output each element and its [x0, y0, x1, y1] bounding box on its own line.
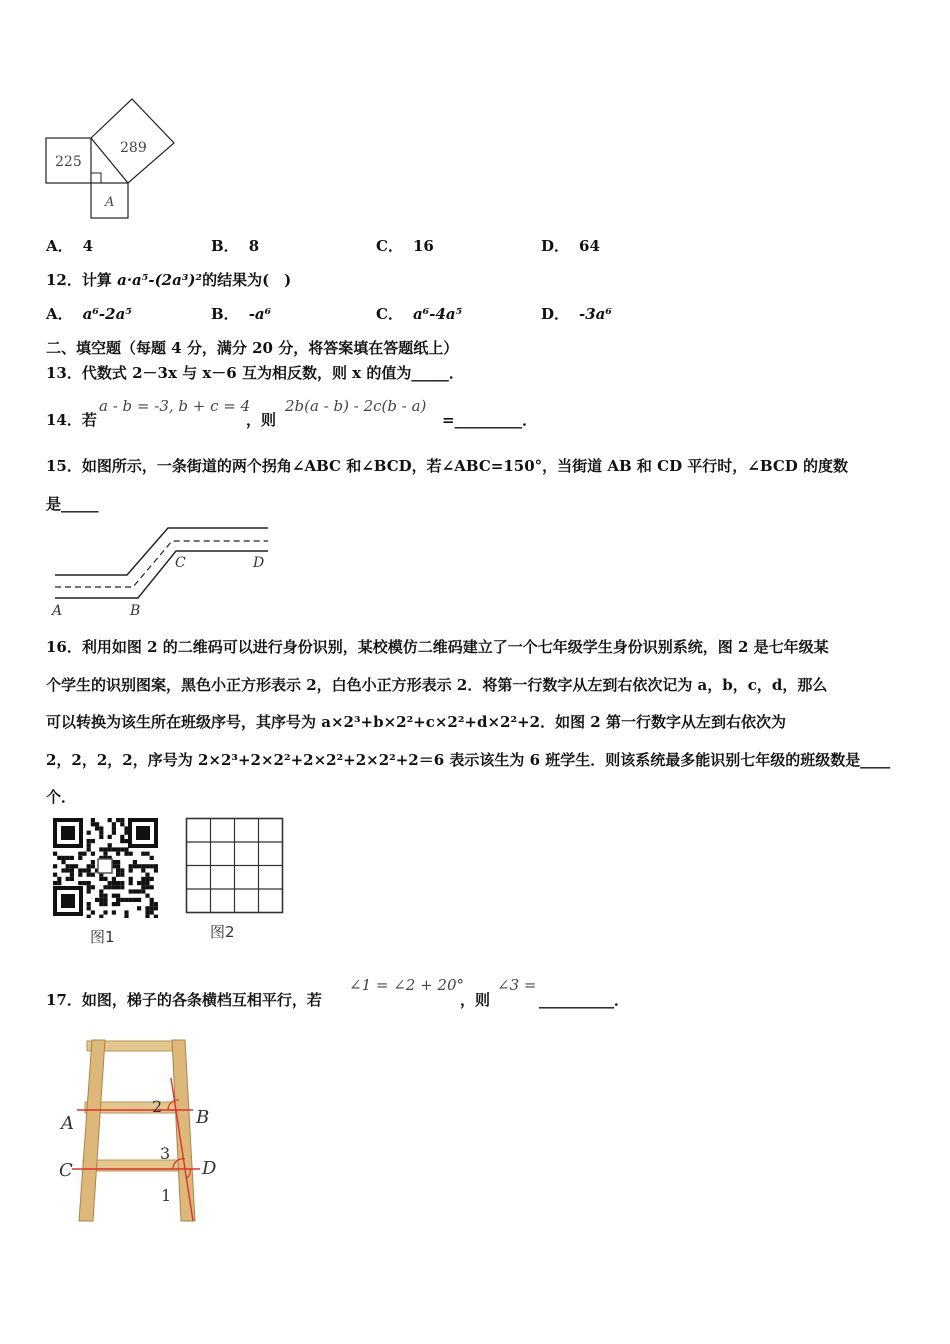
option-value: -3a⁶: [579, 305, 612, 323]
q17-expression: ∠3 =: [497, 976, 537, 994]
qr-module: [53, 881, 57, 885]
angle-label-1: 1: [161, 1186, 172, 1205]
qr-module: [129, 852, 133, 856]
qr-module: [141, 864, 145, 868]
qr-module: [116, 898, 120, 902]
qr-module: [99, 898, 103, 902]
qr-module: [145, 864, 149, 868]
option-value: -a⁶: [248, 305, 272, 323]
qr-module: [53, 864, 57, 868]
qr-module: [116, 881, 120, 885]
qr-module: [120, 881, 124, 885]
q16-line2: 个学生的识别图案，黑色小正方形表示 2，白色小正方形表示 2．将第一行数字从左到右依次记为 a，b，c，d，那么: [46, 676, 828, 694]
qr-module: [120, 822, 124, 826]
q17-condition: ∠1 = ∠2 + 20°: [349, 976, 465, 994]
qr-module: [70, 856, 74, 860]
qr-module: [145, 877, 149, 881]
q16-line1: 16．利用如图 2 的二维码可以进行身份识别，某校模仿二维码建立了一个七年级学生身份识别系统，图 2 是七年级某: [46, 638, 829, 656]
point-A: A: [61, 1113, 74, 1134]
option-value: a⁶-4a⁵: [412, 305, 463, 323]
qr-module: [120, 885, 124, 889]
qr-module: [91, 822, 95, 826]
qr-module: [87, 906, 91, 910]
qr-center-logo: [98, 859, 112, 873]
option-value: 16: [412, 237, 434, 255]
grid-figure-2: [185, 817, 285, 915]
qr-module: [66, 877, 70, 881]
qr-module: [145, 881, 149, 885]
q11-option-a[interactable]: [46, 236, 93, 256]
qr-module: [154, 868, 158, 872]
qr-module: [145, 852, 149, 856]
qr-module: [87, 873, 91, 877]
qr-module: [137, 906, 141, 910]
qr-module: [133, 889, 137, 893]
qr-module: [150, 906, 154, 910]
qr-module: [87, 868, 91, 872]
ladder-left-rail: [79, 1040, 105, 1221]
option-label: A．: [46, 305, 73, 323]
qr-module: [116, 818, 120, 822]
qr-module: [95, 822, 99, 826]
qr-module: [141, 889, 145, 893]
qr-module: [137, 864, 141, 868]
qr-module: [112, 902, 116, 906]
option-value: 8: [248, 237, 260, 255]
point-C: C: [175, 555, 186, 571]
qr-module: [78, 873, 82, 877]
qr-module: [120, 839, 124, 843]
qr-module: [145, 910, 149, 914]
qr-module: [120, 835, 124, 839]
qr-module: [108, 847, 112, 851]
q14-expression: 2b(a - b) - 2c(b - a): [285, 397, 427, 415]
qr-module: [150, 910, 154, 914]
qr-module: [120, 898, 124, 902]
option-label: A．: [46, 237, 73, 255]
qr-module: [137, 889, 141, 893]
qr-module: [61, 856, 65, 860]
q12-option-b[interactable]: [211, 304, 271, 324]
qr-module: [154, 915, 158, 918]
qr-module: [87, 885, 91, 889]
qr-module: [112, 822, 116, 826]
qr-module: [70, 873, 74, 877]
qr-module: [103, 877, 107, 881]
qr-module: [141, 868, 145, 872]
qr-module: [116, 847, 120, 851]
qr-module: [116, 860, 120, 864]
q17-answer-blank[interactable]: __________．: [539, 991, 630, 1009]
qr-module: [108, 843, 112, 847]
option-value: 64: [579, 237, 600, 255]
point-B: B: [130, 603, 141, 619]
qr-module: [120, 868, 124, 872]
qr-module: [116, 894, 120, 898]
qr-module: [87, 889, 91, 893]
qr-module: [124, 839, 128, 843]
qr-module: [91, 852, 95, 856]
qr-module: [91, 864, 95, 868]
qr-module: [99, 902, 103, 906]
option-label: C．: [376, 237, 403, 255]
q16-line3: 可以转换为该生所在班级序号，其序号为 a×2³+b×2²+c×2²+d×2²+2．如图 2 第一行数字从左到右依次为: [46, 713, 786, 731]
qr-module: [124, 852, 128, 856]
option-label: B．: [211, 237, 239, 255]
q17-mid: ，则: [460, 991, 491, 1009]
qr-module: [78, 868, 82, 872]
qr-module: [145, 885, 149, 889]
qr-module: [103, 902, 107, 906]
qr-module: [150, 902, 154, 906]
qr-module: [150, 864, 154, 868]
qr-module: [91, 839, 95, 843]
qr-module: [103, 885, 107, 889]
qr-module: [112, 826, 116, 830]
qr-module: [150, 856, 154, 860]
qr-module: [116, 868, 120, 872]
qr-module: [150, 898, 154, 902]
qr-module: [87, 915, 91, 918]
qr-module: [116, 864, 120, 868]
qr-module: [112, 881, 116, 885]
qr-module: [87, 831, 91, 835]
q13-text: 13．代数式 2－3x 与 x－6 互为相反数，则 x 的值为_____．: [46, 364, 464, 382]
angle-label-3: 3: [160, 1144, 171, 1163]
qr-module: [124, 847, 128, 851]
option-label: D．: [541, 305, 570, 323]
qr-module: [74, 864, 78, 868]
qr-module: [103, 852, 107, 856]
qr-module: [141, 885, 145, 889]
qr-module: [145, 915, 149, 918]
option-label: B．: [211, 305, 239, 323]
q15-line1: 15．如图所示，一条街道的两个拐角∠ABC 和∠BCD，若∠ABC=150°，当街道 AB 和 CD 平行时，∠BCD 的度数: [46, 457, 848, 475]
qr-module: [99, 831, 103, 835]
qr-module: [78, 852, 82, 856]
label-289: 289: [120, 140, 147, 156]
qr-module: [108, 885, 112, 889]
q12-option-d[interactable]: [541, 304, 612, 324]
q15-line2: 是_____: [46, 495, 99, 513]
qr-module: [141, 877, 145, 881]
q14-mid: ，则: [246, 411, 277, 429]
street-centerline: [55, 541, 268, 587]
qr-module: [145, 873, 149, 877]
qr-module: [78, 881, 82, 885]
qr-module: [112, 910, 116, 914]
qr-module: [99, 847, 103, 851]
fig1-caption: 图1: [90, 928, 115, 946]
qr-module: [133, 898, 137, 902]
qr-module: [103, 847, 107, 851]
q17-pre: 17．如图，梯子的各条横档互相平行，若: [46, 991, 322, 1009]
qr-module: [145, 894, 149, 898]
qr-module: [87, 843, 91, 847]
qr-module: [99, 826, 103, 830]
option-value: a⁶-2a⁵: [82, 305, 132, 323]
q16-line4: 2，2，2，2，序号为 2×2³+2×2²+2×2²+2×2²+2＝6 表示该生为 6 班学生．则该系统最多能识别七年级的班级数是____: [46, 751, 891, 769]
qr-module: [91, 873, 95, 877]
qr-module: [112, 847, 116, 851]
q12-stem-pre: 计算: [81, 271, 118, 289]
qr-module: [87, 839, 91, 843]
qr-module: [57, 881, 61, 885]
qr-module: [91, 885, 95, 889]
point-C: C: [59, 1160, 73, 1181]
qr-module: [87, 864, 91, 868]
qr-module: [129, 868, 133, 872]
ladder-right-rail: [172, 1040, 195, 1221]
qr-module: [116, 902, 120, 906]
qr-module: [133, 860, 137, 864]
qr-module: [129, 881, 133, 885]
qr-code-figure: [52, 817, 160, 918]
qr-module: [120, 873, 124, 877]
qr-module: [99, 894, 103, 898]
qr-module: [129, 889, 133, 893]
qr-module: [133, 864, 137, 868]
q11-squares-figure: [40, 95, 180, 220]
q12-option-c[interactable]: [376, 304, 462, 324]
qr-module: [120, 818, 124, 822]
q12-expression: a·a⁵-(2a³)²: [117, 271, 203, 289]
qr-module: [150, 877, 154, 881]
qr-module: [124, 826, 128, 830]
qr-module: [129, 864, 133, 868]
qr-module: [108, 818, 112, 822]
qr-module: [141, 852, 145, 856]
point-D: D: [202, 1158, 217, 1179]
qr-module: [154, 902, 158, 906]
qr-module: [116, 873, 120, 877]
qr-module: [66, 868, 70, 872]
qr-module: [70, 864, 74, 868]
qr-module: [78, 856, 82, 860]
option-value: 4: [82, 237, 94, 255]
qr-module: [99, 835, 103, 839]
q12-option-a[interactable]: [46, 304, 132, 324]
qr-module: [108, 835, 112, 839]
qr-module: [95, 898, 99, 902]
qr-module: [91, 910, 95, 914]
qr-module: [129, 898, 133, 902]
qr-module: [66, 856, 70, 860]
angle-label-2: 2: [152, 1097, 163, 1116]
point-A: A: [52, 603, 63, 619]
qr-module: [154, 864, 158, 868]
qr-module: [112, 831, 116, 835]
point-B: B: [196, 1107, 210, 1128]
qr-module: [99, 915, 103, 918]
qr-module: [108, 881, 112, 885]
qr-module: [141, 881, 145, 885]
q14-answer-blank[interactable]: =_________．: [442, 411, 538, 429]
qr-module: [91, 860, 95, 864]
point-D: D: [253, 555, 265, 571]
qr-module: [87, 902, 91, 906]
q12-stem-post: 的结果为( ): [202, 271, 292, 289]
q16-line5: 个．: [46, 788, 77, 806]
qr-module: [103, 894, 107, 898]
q11-option-b[interactable]: [211, 236, 259, 256]
qr-module: [61, 860, 65, 864]
label-225: 225: [55, 154, 82, 170]
qr-module: [150, 885, 154, 889]
qr-module: [57, 856, 61, 860]
option-label: D．: [541, 237, 570, 255]
qr-module: [112, 885, 116, 889]
qr-module: [145, 906, 149, 910]
q15-street-figure: [50, 522, 275, 620]
qr-module: [120, 847, 124, 851]
qr-module: [124, 910, 128, 914]
q14-number: 14．若: [46, 411, 97, 429]
qr-module: [103, 910, 107, 914]
qr-module: [53, 873, 57, 877]
q12-stem: [46, 270, 291, 290]
qr-module: [116, 885, 120, 889]
q14-condition: a - b = -3, b + c = 4: [99, 397, 251, 415]
qr-module: [53, 852, 57, 856]
label-A: A: [105, 195, 115, 210]
qr-module: [137, 881, 141, 885]
qr-module: [87, 847, 91, 851]
qr-module: [91, 818, 95, 822]
qr-module: [124, 915, 128, 918]
q11-option-d[interactable]: [541, 236, 600, 256]
qr-module: [82, 852, 86, 856]
right-angle-mark: [91, 173, 101, 183]
qr-module: [103, 898, 107, 902]
qr-module: [95, 826, 99, 830]
qr-module: [82, 868, 86, 872]
qr-module: [61, 868, 65, 872]
qr-module: [112, 894, 116, 898]
section-title-fill-in: 二、填空题（每题 4 分，满分 20 分，将答案填在答题纸上）: [46, 339, 459, 357]
qr-module: [70, 868, 74, 872]
qr-module: [116, 852, 120, 856]
qr-module: [112, 877, 116, 881]
qr-module: [66, 864, 70, 868]
option-label: C．: [376, 305, 403, 323]
qr-module: [137, 898, 141, 902]
qr-module: [124, 898, 128, 902]
qr-module: [70, 877, 74, 881]
q11-option-c[interactable]: [376, 236, 434, 256]
qr-module: [57, 877, 61, 881]
ladder-figure: [55, 1038, 225, 1223]
qr-module: [154, 906, 158, 910]
qr-module: [99, 889, 103, 893]
qr-module: [87, 881, 91, 885]
qr-module: [124, 831, 128, 835]
q12-number: 12．: [46, 271, 82, 289]
qr-module: [129, 877, 133, 881]
qr-module: [82, 881, 86, 885]
qr-module: [99, 877, 103, 881]
fig2-caption: 图2: [210, 923, 235, 941]
